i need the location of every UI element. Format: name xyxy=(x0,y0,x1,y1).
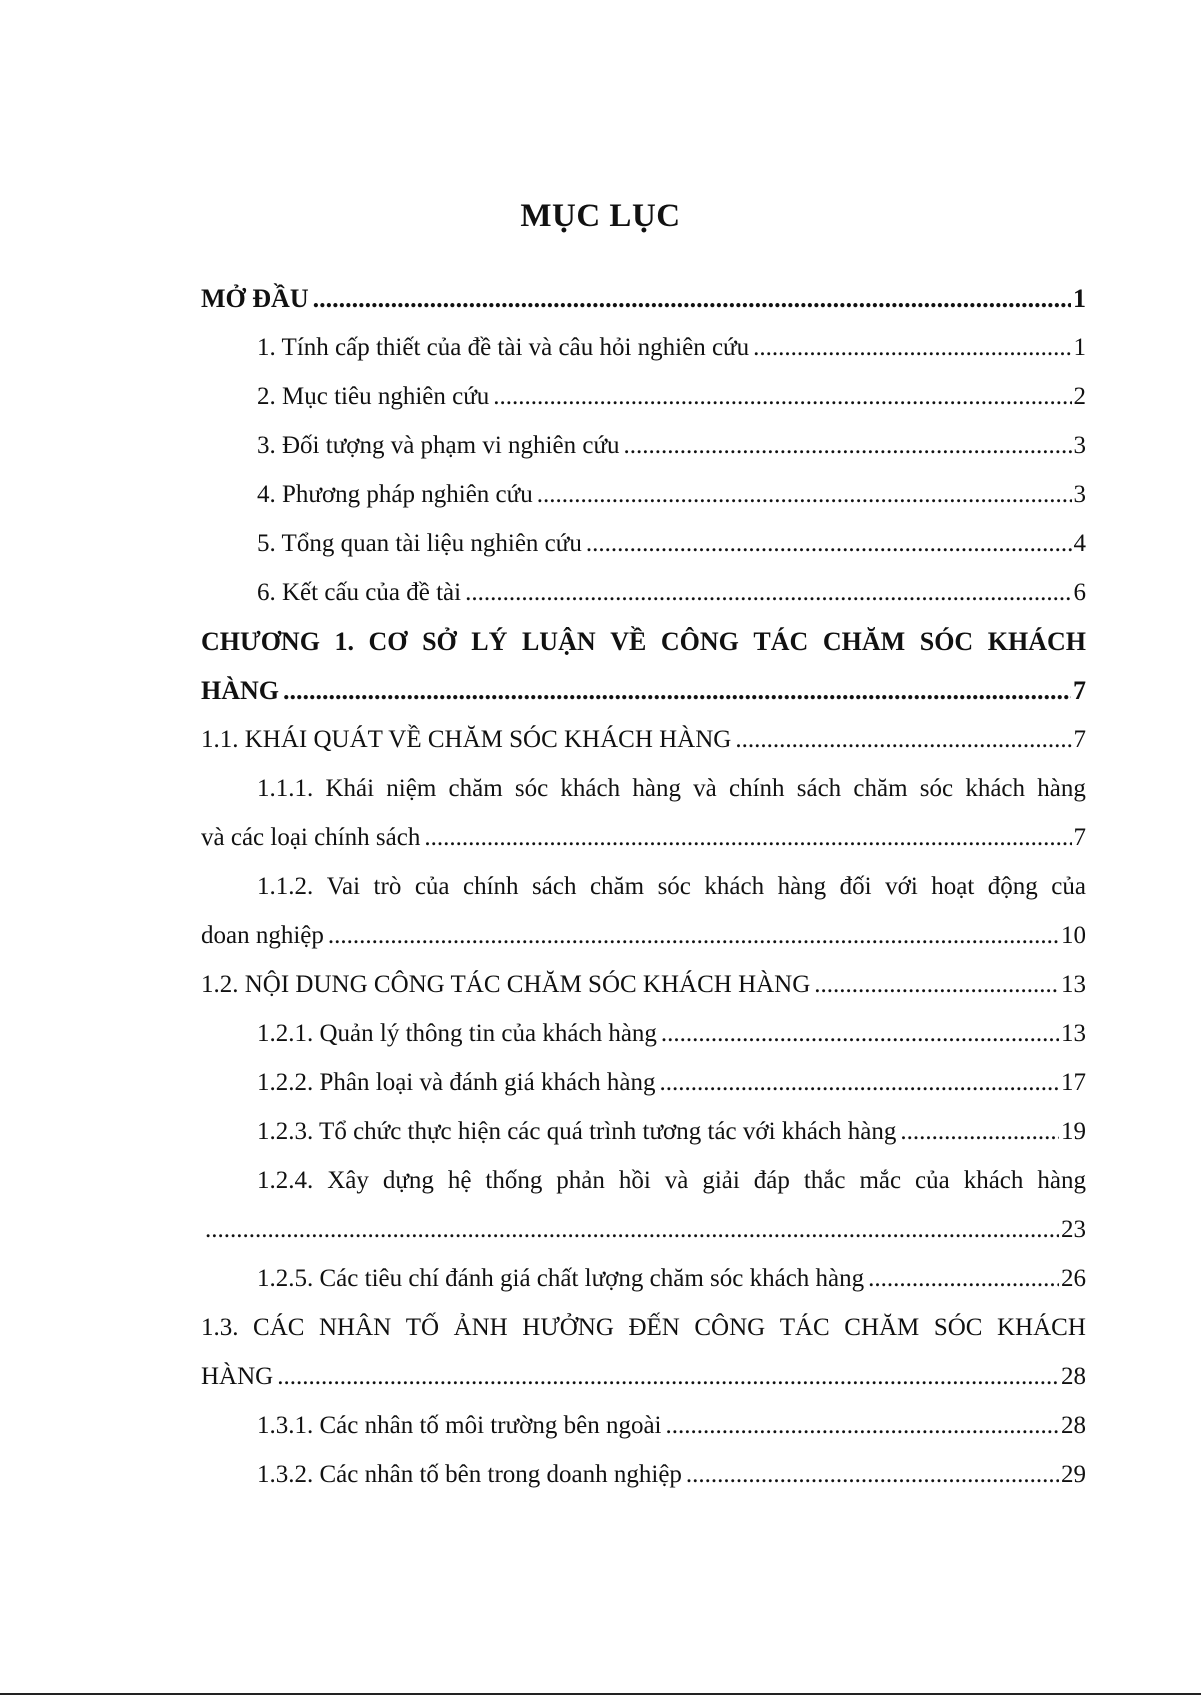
toc-entry-title: 1.2. NỘI DUNG CÔNG TÁC CHĂM SÓC KHÁCH HÀNG xyxy=(201,971,811,998)
toc-page-number: 23 xyxy=(1061,1216,1086,1243)
toc-entry-word: của xyxy=(915,1167,950,1194)
toc-entry-word: khách xyxy=(965,775,1026,802)
toc-entry-word: KHÁCH xyxy=(987,627,1086,656)
dot-leader xyxy=(624,430,1072,462)
toc-page-number: 19 xyxy=(1061,1118,1086,1145)
dot-leader xyxy=(900,1116,1059,1148)
toc-entry-title: 2. Mục tiêu nghiên cứu xyxy=(257,383,490,410)
toc-entry-word: giải xyxy=(702,1167,740,1194)
toc-entry-word: chính xyxy=(729,775,785,802)
toc-entry-title: 1.3.2. Các nhân tố bên trong doanh nghiệp xyxy=(257,1461,682,1488)
dot-leader xyxy=(205,1214,1059,1246)
toc-page-number: 10 xyxy=(1061,922,1086,949)
dot-leader xyxy=(537,479,1072,511)
dot-leader xyxy=(661,1018,1059,1050)
dot-leader xyxy=(665,1410,1059,1442)
toc-entry-word: TÁC xyxy=(753,627,809,656)
toc-entry[interactable] xyxy=(201,1067,1086,1116)
dot-leader xyxy=(277,1361,1059,1393)
toc-page-number: 13 xyxy=(1061,1020,1086,1047)
toc-entry-title: 1. Tính cấp thiết của đề tài và câu hỏi nghiên cứu xyxy=(257,334,750,361)
toc-page-number: 17 xyxy=(1061,1069,1086,1096)
toc-entry-word: khách xyxy=(963,1167,1024,1194)
page-title: MỤC LỤC xyxy=(520,198,681,234)
toc-entry-word: SÓC xyxy=(933,1314,983,1341)
toc-entry-word: thống xyxy=(485,1167,543,1194)
dot-leader xyxy=(686,1459,1059,1491)
toc-entry-word: chăm xyxy=(448,775,503,802)
toc-entry-word: sóc xyxy=(514,775,549,802)
toc-entry-title: HÀNG xyxy=(201,676,279,705)
toc-entry-title: 3. Đối tượng và phạm vi nghiên cứu xyxy=(257,432,620,459)
toc-entry-title: 5. Tổng quan tài liệu nghiên cứu xyxy=(257,530,582,557)
dot-leader xyxy=(465,577,1071,609)
toc-entry[interactable] xyxy=(201,969,1086,1018)
toc-entry-word: hàng xyxy=(632,775,681,802)
toc-entry-word: hàng xyxy=(1037,1167,1086,1194)
toc-entry-word: CÁC xyxy=(253,1314,305,1341)
toc-page-number: 4 xyxy=(1073,530,1086,557)
toc-page-number: 29 xyxy=(1061,1461,1086,1488)
toc-entry[interactable] xyxy=(201,577,1086,626)
dot-leader xyxy=(735,724,1071,756)
toc-entry-word: khách xyxy=(704,873,765,900)
toc-entry-word: CHƯƠNG xyxy=(201,627,320,656)
toc-entry-word: động xyxy=(987,873,1038,900)
toc-entry-title: doan nghiệp xyxy=(201,922,324,949)
toc-entry-word: của xyxy=(414,873,450,900)
dot-leader xyxy=(313,283,1071,315)
toc-entry-word: Khái xyxy=(325,775,375,802)
toc-page-number: 1 xyxy=(1073,284,1086,313)
dot-leader xyxy=(753,332,1071,364)
toc-entry-title: 1.2.3. Tổ chức thực hiện các quá trình tương tác với khách hàng xyxy=(257,1118,897,1145)
toc-entry[interactable] xyxy=(201,773,1086,871)
toc-page-number: 1 xyxy=(1073,334,1086,361)
toc-entry-word: chính xyxy=(463,873,519,900)
toc-entry-word: sóc xyxy=(657,873,691,900)
toc-page-number: 6 xyxy=(1073,579,1086,606)
toc-entry-word: TÁC xyxy=(779,1314,830,1341)
toc-page-number: 13 xyxy=(1061,971,1086,998)
dot-leader xyxy=(424,822,1071,854)
dot-leader xyxy=(660,1067,1059,1099)
toc-entry-word: và xyxy=(693,775,717,802)
toc-entry-word: ẢNH xyxy=(453,1314,508,1341)
toc-entry-word: đối xyxy=(839,873,872,900)
toc-page-number: 7 xyxy=(1073,824,1086,851)
toc-entry-word: Vai xyxy=(326,873,361,900)
toc-entry-word: ĐẾN xyxy=(628,1314,680,1341)
toc-entry[interactable] xyxy=(201,626,1086,724)
toc-entry-word: LUẬN xyxy=(521,627,596,656)
toc-page-number: 26 xyxy=(1061,1265,1086,1292)
toc-entry-word: hàng xyxy=(1037,775,1086,802)
toc-page-number: 2 xyxy=(1073,383,1086,410)
toc-entry-word: của xyxy=(1051,873,1086,900)
dot-leader xyxy=(283,675,1071,707)
toc-entry[interactable] xyxy=(201,1312,1086,1410)
toc-entry-word: sách xyxy=(796,775,842,802)
toc-entry[interactable] xyxy=(201,430,1086,479)
toc-entry-word: với xyxy=(885,873,918,900)
toc-entry-word: CƠ xyxy=(368,627,408,656)
toc-entry[interactable] xyxy=(201,479,1086,528)
toc-page-number: 7 xyxy=(1073,726,1086,753)
toc-page-number: 3 xyxy=(1073,481,1086,508)
dot-leader xyxy=(328,920,1059,952)
toc-page-number: 28 xyxy=(1061,1363,1086,1390)
toc-entry-word: LÝ xyxy=(471,627,508,656)
toc-entry-word: TỐ xyxy=(405,1314,440,1341)
toc-entry-word: khách xyxy=(560,775,621,802)
toc-entry[interactable] xyxy=(201,1410,1086,1459)
toc-entry-word: VỀ xyxy=(610,627,647,656)
toc-entry-title: 1.2.5. Các tiêu chí đánh giá chất lượng chăm sóc khách hàng xyxy=(257,1265,865,1292)
toc-entry-word: CHĂM xyxy=(844,1314,920,1341)
toc-entry[interactable] xyxy=(201,1116,1086,1165)
toc-entry-title: 1.2.2. Phân loại và đánh giá khách hàng xyxy=(257,1069,656,1096)
toc-entry-word: 1.3. xyxy=(201,1314,239,1341)
toc-entry-word: CHĂM xyxy=(822,627,906,656)
toc-entry[interactable] xyxy=(201,283,1086,332)
toc-entry-word: niệm xyxy=(386,775,437,802)
toc-entry-word: hoạt xyxy=(931,873,975,900)
toc-entry-title: 1.1. KHÁI QUÁT VỀ CHĂM SÓC KHÁCH HÀNG xyxy=(201,726,732,753)
toc-entry-word: CÔNG xyxy=(660,627,739,656)
toc-page-number: 7 xyxy=(1073,676,1086,705)
toc-entry[interactable] xyxy=(201,1018,1086,1067)
toc-entry-title: MỞ ĐẦU xyxy=(201,284,309,313)
toc-entry-word: CÔNG xyxy=(694,1314,766,1341)
toc-entry-word: SỞ xyxy=(422,627,457,656)
toc-entry-word: 1.1.1. xyxy=(257,775,314,802)
dot-leader xyxy=(814,969,1059,1001)
toc-entry-word: hàng xyxy=(777,873,827,900)
toc-entry[interactable] xyxy=(201,1459,1086,1508)
dot-leader xyxy=(493,381,1071,413)
toc-entry[interactable] xyxy=(201,528,1086,577)
toc-entry-title: HÀNG xyxy=(201,1363,274,1390)
toc-entry-word: đáp xyxy=(753,1167,790,1194)
toc-entry-word: HƯỞNG xyxy=(522,1314,614,1341)
toc-entry-word: mắc xyxy=(859,1167,902,1194)
toc-entry-word: sóc xyxy=(919,775,954,802)
toc-entry[interactable] xyxy=(201,381,1086,430)
toc-entry[interactable] xyxy=(201,724,1086,773)
toc-entry-word: KHÁCH xyxy=(996,1314,1086,1341)
toc-entry[interactable] xyxy=(201,332,1086,381)
toc-entry-word: 1.2.4. xyxy=(257,1167,314,1194)
toc-entry-title: 6. Kết cấu của đề tài xyxy=(257,579,462,606)
toc-entry-word: 1. xyxy=(334,627,354,656)
dot-leader xyxy=(868,1263,1059,1295)
toc-entry-word: dựng xyxy=(382,1167,434,1194)
toc-entry-word: sách xyxy=(532,873,577,900)
toc-entry[interactable] xyxy=(201,871,1086,969)
toc-entry-word: SÓC xyxy=(919,627,974,656)
toc-entry[interactable] xyxy=(201,1165,1086,1263)
toc-entry-word: chăm xyxy=(853,775,908,802)
dot-leader xyxy=(586,528,1072,560)
toc-entry-title: 1.3.1. Các nhân tố môi trường bên ngoài xyxy=(257,1412,662,1439)
toc-entry-word: trò xyxy=(373,873,402,900)
toc-entry-word: hệ xyxy=(447,1167,472,1194)
toc-page-number: 3 xyxy=(1073,432,1086,459)
toc-entry-word: Xây xyxy=(327,1167,369,1194)
toc-entry-word: NHÂN xyxy=(318,1314,392,1341)
table-of-contents xyxy=(201,283,1086,1508)
toc-entry-title: và các loại chính sách xyxy=(201,824,421,851)
toc-entry-word: 1.1.2. xyxy=(257,873,314,900)
toc-entry-word: và xyxy=(664,1167,689,1194)
toc-entry-word: hồi xyxy=(618,1167,651,1194)
toc-page-number: 28 xyxy=(1061,1412,1086,1439)
toc-entry-title: 1.2.1. Quản lý thông tin của khách hàng xyxy=(257,1020,657,1047)
toc-entry[interactable] xyxy=(201,1263,1086,1312)
toc-entry-word: chăm xyxy=(589,873,645,900)
toc-entry-word: phản xyxy=(556,1167,605,1194)
toc-entry-word: thắc xyxy=(803,1167,846,1194)
page-bottom-rule xyxy=(0,1693,1201,1695)
toc-entry-title: 4. Phương pháp nghiên cứu xyxy=(257,481,533,508)
